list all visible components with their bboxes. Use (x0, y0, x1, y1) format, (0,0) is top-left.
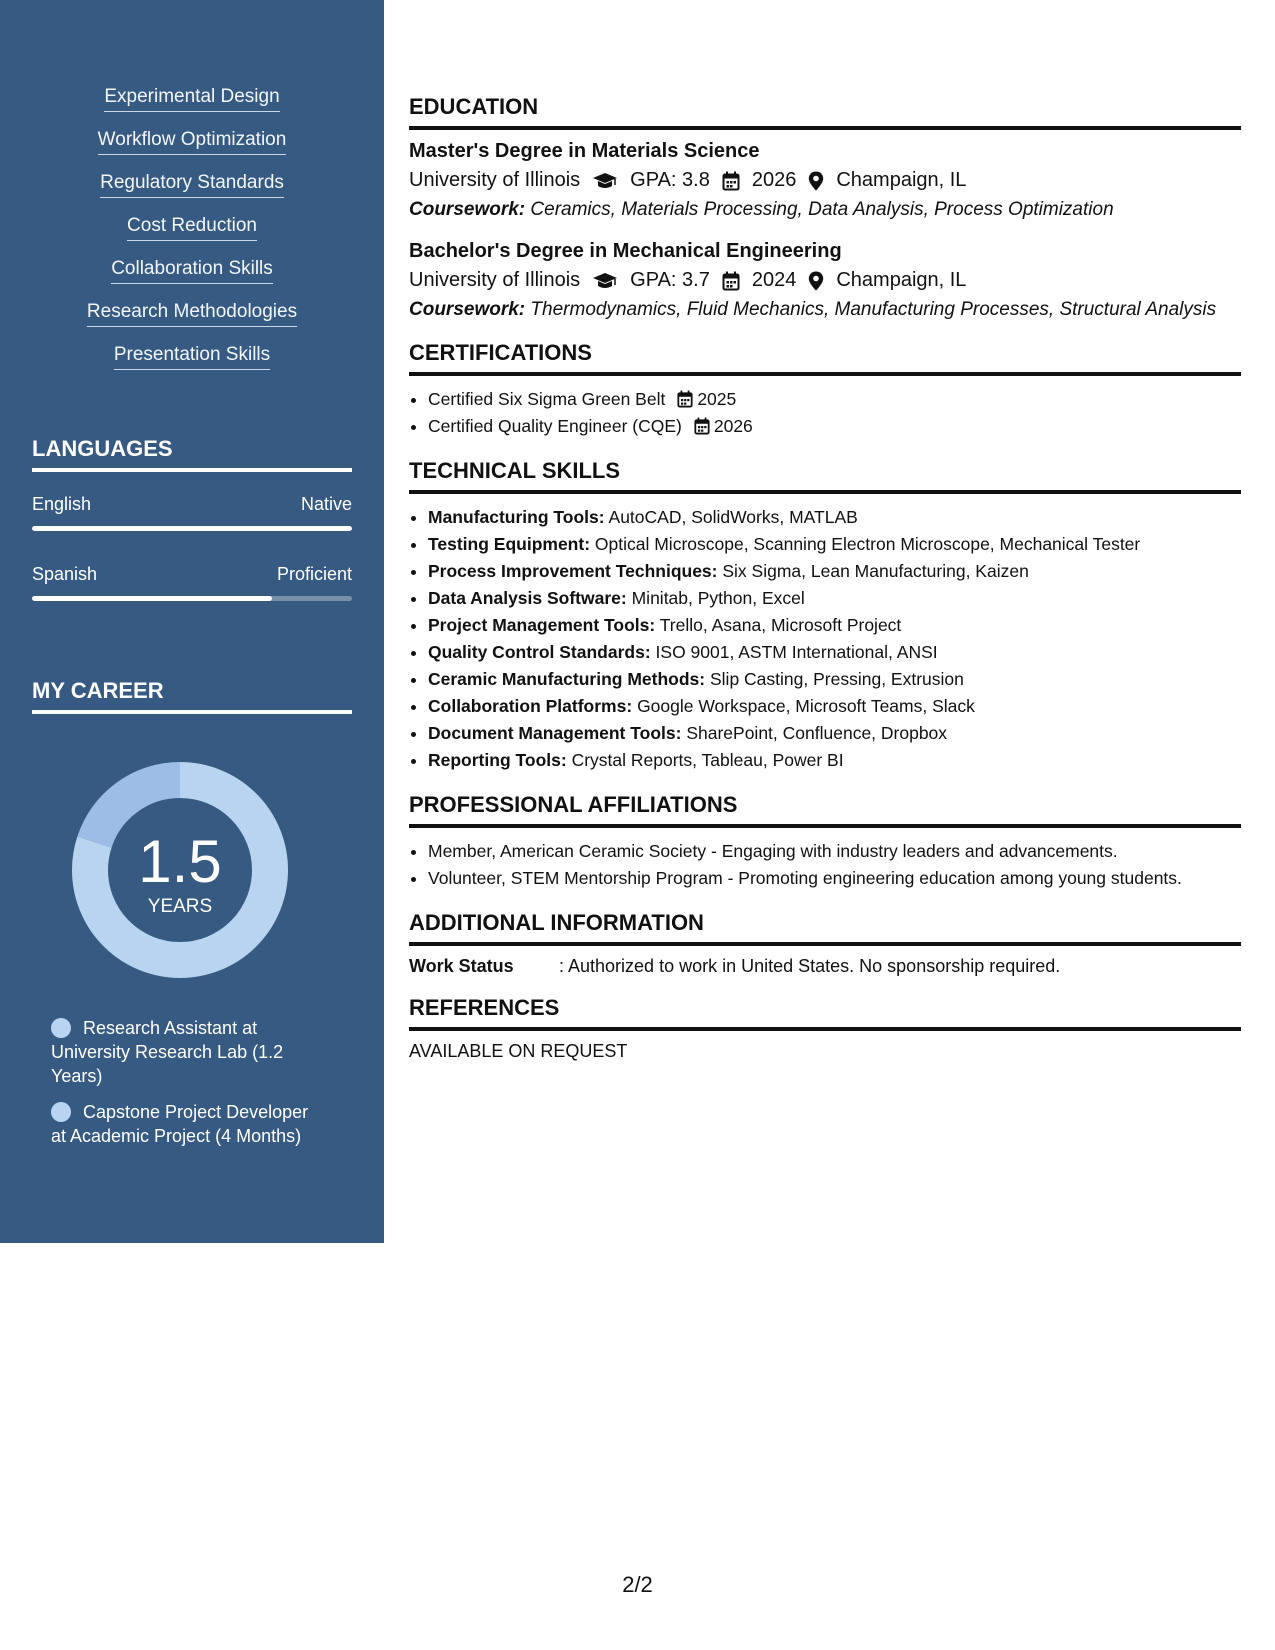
skill-category: Data Analysis Software: (428, 588, 627, 608)
technical-skill-item (428, 639, 1241, 666)
degree-title: Bachelor's Degree in Mechanical Engineering (409, 240, 842, 262)
work-status-label: Work Status (409, 956, 514, 976)
gpa-value: GPA: 3.7 (630, 269, 710, 291)
skill-values: SharePoint, Confluence, Dropbox (686, 723, 948, 743)
career-item (51, 1016, 326, 1088)
location-pin-icon (808, 271, 824, 291)
school-location: Champaign, IL (836, 269, 967, 291)
graduation-year: 2024 (751, 269, 797, 291)
technical-skill-item (428, 693, 1241, 720)
skill-item: Workflow Optimization (98, 129, 287, 155)
certification-item (428, 386, 1241, 413)
languages-heading: LANGUAGES (32, 436, 352, 472)
skill-item: Experimental Design (104, 86, 279, 112)
career-total-value: 1.5 (138, 828, 222, 895)
technical-skill-item (428, 585, 1241, 612)
school-name: University of Illinois (409, 269, 581, 291)
language-bar-fill (32, 596, 272, 601)
gpa-value: GPA: 3.8 (630, 169, 710, 191)
skill-item: Collaboration Skills (111, 258, 273, 284)
calendar-icon (722, 171, 740, 191)
work-status-row (409, 956, 1241, 977)
calendar-icon (694, 417, 710, 435)
skill-category: Reporting Tools: (428, 750, 567, 770)
career-total-label (66, 828, 294, 918)
skill-item: Regulatory Standards (100, 172, 284, 198)
page-number: 2/2 (622, 1572, 653, 1597)
certifications-heading: CERTIFICATIONS (409, 340, 1241, 376)
skill-category: Manufacturing Tools: (428, 507, 605, 527)
technical-skill-item (428, 558, 1241, 585)
language-bar (32, 596, 352, 601)
certifications-list (409, 386, 1241, 440)
career-heading: MY CAREER (32, 678, 352, 714)
career-total-unit: YEARS (147, 896, 213, 917)
affiliations-list (409, 838, 1241, 892)
main-content (409, 94, 1241, 1062)
language-bar (32, 526, 352, 531)
skill-category: Process Improvement Techniques: (428, 561, 718, 581)
skill-values: Six Sigma, Lean Manufacturing, Kaizen (722, 561, 1029, 581)
skill-category: Collaboration Platforms: (428, 696, 633, 716)
skill-values: Crystal Reports, Tableau, Power BI (571, 750, 844, 770)
certification-item (428, 413, 1241, 440)
degree-meta (409, 169, 1241, 192)
graduation-cap-icon (592, 171, 618, 191)
skill-values: Optical Microscope, Scanning Electron Microscope, Mechanical Tester (594, 534, 1141, 554)
technical-skill-item (428, 531, 1241, 558)
career-item-label: Capstone Project Developer at Academic Project (4 Months) (51, 1102, 309, 1146)
calendar-icon (722, 271, 740, 291)
skill-item: Cost Reduction (127, 215, 257, 241)
career-dot-icon (51, 1018, 71, 1038)
skill-category: Document Management Tools: (428, 723, 682, 743)
language-name: Spanish (32, 564, 98, 584)
language-level: Native (300, 494, 352, 514)
certification-name: Certified Six Sigma Green Belt (428, 389, 666, 409)
coursework (409, 298, 1241, 322)
education-entry (409, 140, 1241, 222)
degree-meta (409, 269, 1241, 292)
affiliation-item: • Member, American Ceramic Society - Engaging with industry leaders and advancements. (428, 838, 1241, 865)
language-name: English (32, 494, 92, 514)
school-name: University of Illinois (409, 169, 581, 191)
technical-skills-list (409, 504, 1241, 774)
career-dot-icon (51, 1102, 71, 1122)
skill-values: AutoCAD, SolidWorks, MATLAB (608, 507, 858, 527)
skill-values: ISO 9001, ASTM International, ANSI (655, 642, 938, 662)
skill-category: Quality Control Standards: (428, 642, 651, 662)
graduation-year: 2026 (751, 169, 797, 191)
technical-skill-item (428, 747, 1241, 774)
career-donut-chart (66, 756, 294, 984)
technical-skill-item (428, 666, 1241, 693)
technical-skills-heading: TECHNICAL SKILLS (409, 458, 1241, 494)
affiliation-item: • Volunteer, STEM Mentorship Program - Promoting engineering education among young students. (428, 865, 1241, 892)
references-text: AVAILABLE ON REQUEST (409, 1041, 628, 1061)
affiliations-heading: PROFESSIONAL AFFILIATIONS (409, 792, 1241, 828)
graduation-cap-icon (592, 271, 618, 291)
language-bar-fill (32, 526, 352, 531)
additional-info-heading: ADDITIONAL INFORMATION (409, 910, 1241, 946)
education-heading: EDUCATION (409, 94, 1241, 130)
language-level: Proficient (276, 564, 352, 584)
certification-year: 2026 (713, 416, 753, 436)
career-list (51, 1016, 326, 1160)
coursework-label: Coursework: (409, 299, 526, 320)
location-pin-icon (808, 171, 824, 191)
technical-skill-item (428, 504, 1241, 531)
work-status-value: : Authorized to work in United States. No sponsorship required. (559, 956, 1061, 976)
skills-list (0, 86, 384, 387)
skill-category: Project Management Tools: (428, 615, 656, 635)
career-item-label: Research Assistant at University Research Lab (1.2 Years) (51, 1018, 284, 1086)
coursework-text: Ceramics, Materials Processing, Data Analysis, Process Optimization (530, 199, 1114, 220)
sidebar (0, 0, 384, 1243)
coursework (409, 198, 1241, 222)
skill-category: Ceramic Manufacturing Methods: (428, 669, 706, 689)
skill-item: Research Methodologies (87, 301, 297, 327)
technical-skill-item (428, 720, 1241, 747)
certification-name: Certified Quality Engineer (CQE) (428, 416, 682, 436)
certification-year: 2025 (697, 389, 737, 409)
skill-values: Slip Casting, Pressing, Extrusion (710, 669, 964, 689)
skill-values: Minitab, Python, Excel (631, 588, 805, 608)
education-entry (409, 240, 1241, 322)
calendar-icon (677, 390, 693, 408)
technical-skill-item (428, 612, 1241, 639)
coursework-text: Thermodynamics, Fluid Mechanics, Manufacturing Processes, Structural Analysis (530, 299, 1217, 320)
skill-item: Presentation Skills (114, 344, 270, 370)
skill-values: Trello, Asana, Microsoft Project (659, 615, 902, 635)
references-heading: REFERENCES (409, 995, 1241, 1031)
career-item (51, 1100, 326, 1148)
coursework-label: Coursework: (409, 199, 526, 220)
school-location: Champaign, IL (836, 169, 967, 191)
skill-category: Testing Equipment: (428, 534, 591, 554)
degree-title: Master's Degree in Materials Science (409, 140, 760, 162)
skill-values: Google Workspace, Microsoft Teams, Slack (637, 696, 975, 716)
